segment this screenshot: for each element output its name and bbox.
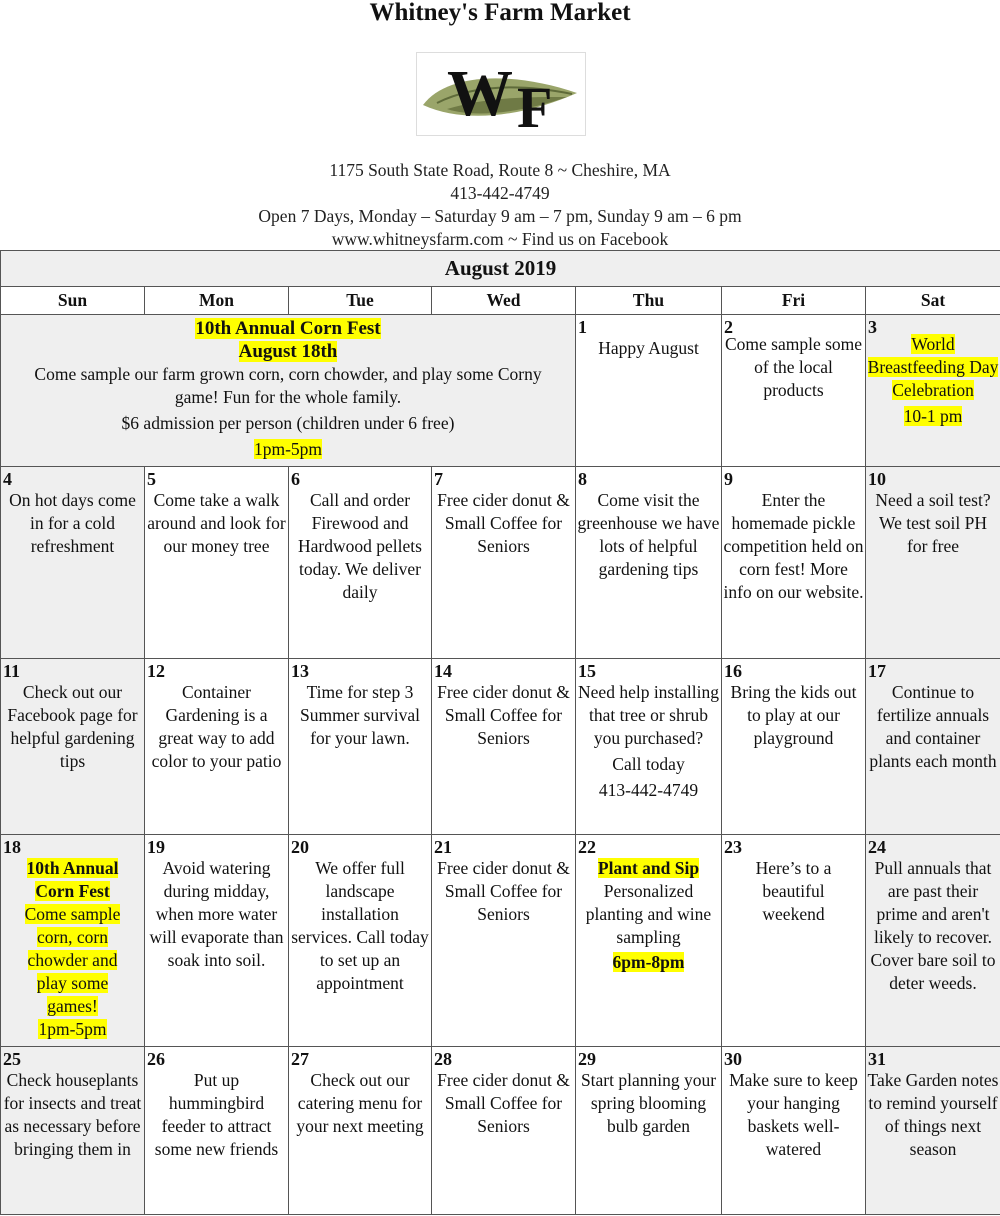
day-note: Container Gardening is a great way to add color to your patio bbox=[151, 682, 282, 771]
day-note: Come sample some of the local products bbox=[724, 334, 863, 400]
day-note: Personalized planting and wine sampling bbox=[585, 881, 712, 947]
weekday-thu: Thu bbox=[576, 287, 722, 315]
day-cell bbox=[145, 835, 289, 1047]
day-cell bbox=[866, 315, 1000, 467]
day-note: Check houseplants for insects and treat as necessary before bringing them in bbox=[3, 1070, 142, 1159]
day-number: 5 bbox=[147, 469, 156, 489]
calendar-table bbox=[0, 250, 1000, 1215]
day-note: Bring the kids out to play at our playground bbox=[730, 682, 857, 748]
day-cell bbox=[1, 835, 145, 1047]
corn-fest-banner bbox=[1, 315, 576, 467]
day-cell bbox=[432, 835, 576, 1047]
weekday-tue: Tue bbox=[289, 287, 432, 315]
day-number: 21 bbox=[434, 837, 452, 857]
day-cell bbox=[722, 659, 866, 835]
day-cell bbox=[722, 1047, 866, 1215]
day-note: Free cider donut & Small Coffee for Seniors bbox=[437, 490, 570, 556]
leaf-logo-icon bbox=[417, 53, 585, 135]
day-number: 9 bbox=[724, 469, 733, 489]
day-number: 24 bbox=[868, 837, 886, 857]
day-cell bbox=[576, 659, 722, 835]
day-note: On hot days come in for a cold refreshment bbox=[9, 490, 136, 556]
day-cell bbox=[866, 659, 1000, 835]
weekday-mon: Mon bbox=[145, 287, 289, 315]
day-cell bbox=[432, 1047, 576, 1215]
day-note: Take Garden notes to remind yourself of things next season bbox=[867, 1070, 999, 1159]
day-note-event: Plant and Sip bbox=[597, 858, 700, 878]
week-row bbox=[1, 467, 1000, 659]
week-row bbox=[1, 659, 1000, 835]
day-number: 20 bbox=[291, 837, 309, 857]
day-number: 28 bbox=[434, 1049, 452, 1069]
weekday-header-row bbox=[1, 287, 1000, 315]
day-cell bbox=[576, 315, 722, 467]
day-note: Continue to fertilize annuals and container plants each month bbox=[869, 682, 997, 771]
day-cell bbox=[722, 467, 866, 659]
banner-admission: $6 admission per person (children under 6 free) bbox=[121, 413, 455, 433]
week-row bbox=[1, 1047, 1000, 1215]
day-number: 4 bbox=[3, 469, 12, 489]
day-number: 22 bbox=[578, 837, 596, 857]
day-cell bbox=[722, 315, 866, 467]
day-cell bbox=[576, 467, 722, 659]
day-cell bbox=[866, 1047, 1000, 1215]
day-cell bbox=[1, 467, 145, 659]
day-number: 27 bbox=[291, 1049, 309, 1069]
day-number: 1 bbox=[578, 317, 587, 337]
day-note-time: 6pm-8pm bbox=[612, 952, 685, 972]
day-note-time: 10-1 pm bbox=[903, 406, 963, 426]
day-note-event: 10th Annual Corn Fest bbox=[26, 858, 119, 901]
weekday-fri: Fri bbox=[722, 287, 866, 315]
banner-date: August 18th bbox=[238, 341, 338, 362]
day-number: 30 bbox=[724, 1049, 742, 1069]
day-note: Happy August bbox=[598, 338, 699, 358]
day-note: Put up hummingbird feeder to attract some new friends bbox=[154, 1070, 279, 1159]
day-cell bbox=[145, 467, 289, 659]
day-number: 16 bbox=[724, 661, 742, 681]
banner-description: Come sample our farm grown corn, corn chowder, and play some Corny game! Fun for the whole family. bbox=[34, 364, 542, 407]
page-title: Whitney's Farm Market bbox=[369, 0, 631, 26]
day-note: Check out our Facebook page for helpful gardening tips bbox=[7, 682, 138, 771]
day-number: 29 bbox=[578, 1049, 596, 1069]
day-note: Need help installing that tree or shrub you purchased? bbox=[578, 682, 719, 748]
day-number: 31 bbox=[868, 1049, 886, 1069]
address-line: 1175 South State Road, Route 8 ~ Cheshire, MA bbox=[329, 160, 671, 180]
day-cell bbox=[432, 659, 576, 835]
weekday-sat: Sat bbox=[866, 287, 1000, 315]
day-note: Avoid watering during midday, when more water will evaporate than soak into soil. bbox=[149, 858, 284, 970]
day-note-extra: We test soil PH for free bbox=[879, 513, 987, 556]
weekday-sun: Sun bbox=[1, 287, 145, 315]
day-number: 17 bbox=[868, 661, 886, 681]
day-cell bbox=[289, 659, 432, 835]
day-note: Here’s to a beautiful weekend bbox=[755, 858, 832, 924]
banner-time: 1pm-5pm bbox=[253, 439, 323, 459]
day-cell bbox=[1, 659, 145, 835]
day-number: 23 bbox=[724, 837, 742, 857]
phone-line: 413-442-4749 bbox=[450, 183, 550, 203]
day-cell bbox=[145, 1047, 289, 1215]
banner-title: 10th Annual Corn Fest bbox=[195, 318, 381, 339]
day-number: 12 bbox=[147, 661, 165, 681]
day-cell bbox=[145, 659, 289, 835]
day-note: Start planning your spring blooming bulb garden bbox=[580, 1070, 717, 1136]
day-note: Call and order Firewood and Hardwood pellets today. We deliver daily bbox=[298, 490, 422, 602]
day-cell bbox=[289, 467, 432, 659]
farm-logo bbox=[416, 52, 586, 136]
day-note: Time for step 3 Summer survival for your lawn. bbox=[299, 682, 421, 748]
day-note: Make sure to keep your hanging baskets well-watered bbox=[729, 1070, 858, 1159]
day-cell bbox=[289, 1047, 432, 1215]
day-number: 8 bbox=[578, 469, 587, 489]
day-number: 10 bbox=[868, 469, 886, 489]
svg-text:W: W bbox=[447, 57, 513, 130]
day-note: Pull annuals that are past their prime and aren't likely to recover. Cover bare soil to deter weeds. bbox=[870, 858, 996, 993]
day-number: 6 bbox=[291, 469, 300, 489]
day-number: 13 bbox=[291, 661, 309, 681]
day-number: 3 bbox=[868, 317, 877, 337]
day-note: Come take a walk around and look for our money tree bbox=[147, 490, 286, 556]
day-note: Come sample corn, corn chowder and play some games! bbox=[24, 904, 121, 1016]
day-number: 7 bbox=[434, 469, 443, 489]
day-cell bbox=[722, 835, 866, 1047]
day-note: Free cider donut & Small Coffee for Seniors bbox=[437, 1070, 570, 1136]
day-number: 26 bbox=[147, 1049, 165, 1069]
month-title: August 2019 bbox=[1, 251, 1000, 287]
day-note: World Breastfeeding Day Celebration bbox=[867, 334, 999, 400]
day-note: Come visit the greenhouse we have lots of helpful gardening tips bbox=[577, 490, 720, 579]
day-cell bbox=[289, 835, 432, 1047]
day-number: 14 bbox=[434, 661, 452, 681]
day-note-time: 1pm-5pm bbox=[38, 1019, 107, 1039]
day-cell bbox=[432, 467, 576, 659]
day-number: 19 bbox=[147, 837, 165, 857]
week-row bbox=[1, 315, 1000, 467]
website-line: www.whitneysfarm.com ~ Find us on Facebook bbox=[331, 229, 669, 249]
day-note: Free cider donut & Small Coffee for Seniors bbox=[437, 682, 570, 748]
day-number: 11 bbox=[3, 661, 21, 681]
day-note: Enter the homemade pickle competition held on corn fest! More info on our website. bbox=[723, 490, 864, 602]
day-number: 15 bbox=[578, 661, 596, 681]
day-note: Need a soil test? bbox=[875, 490, 991, 510]
day-note-call: Call today bbox=[612, 754, 685, 774]
day-note-phone: 413-442-4749 bbox=[598, 780, 699, 800]
day-note: Check out our catering menu for your next meeting bbox=[296, 1070, 424, 1136]
day-number: 18 bbox=[3, 837, 21, 857]
day-cell bbox=[576, 1047, 722, 1215]
day-cell bbox=[866, 467, 1000, 659]
week-row bbox=[1, 835, 1000, 1047]
day-number: 2 bbox=[724, 317, 733, 337]
day-cell bbox=[1, 1047, 145, 1215]
day-cell bbox=[866, 835, 1000, 1047]
day-note: Free cider donut & Small Coffee for Seniors bbox=[437, 858, 570, 924]
svg-text:F: F bbox=[517, 75, 553, 135]
hours-line: Open 7 Days, Monday – Saturday 9 am – 7 pm, Sunday 9 am – 6 pm bbox=[258, 206, 742, 226]
day-note: We offer full landscape installation services. Call today to set up an appointment bbox=[291, 858, 429, 993]
day-cell bbox=[576, 835, 722, 1047]
day-number: 25 bbox=[3, 1049, 21, 1069]
weekday-wed: Wed bbox=[432, 287, 576, 315]
